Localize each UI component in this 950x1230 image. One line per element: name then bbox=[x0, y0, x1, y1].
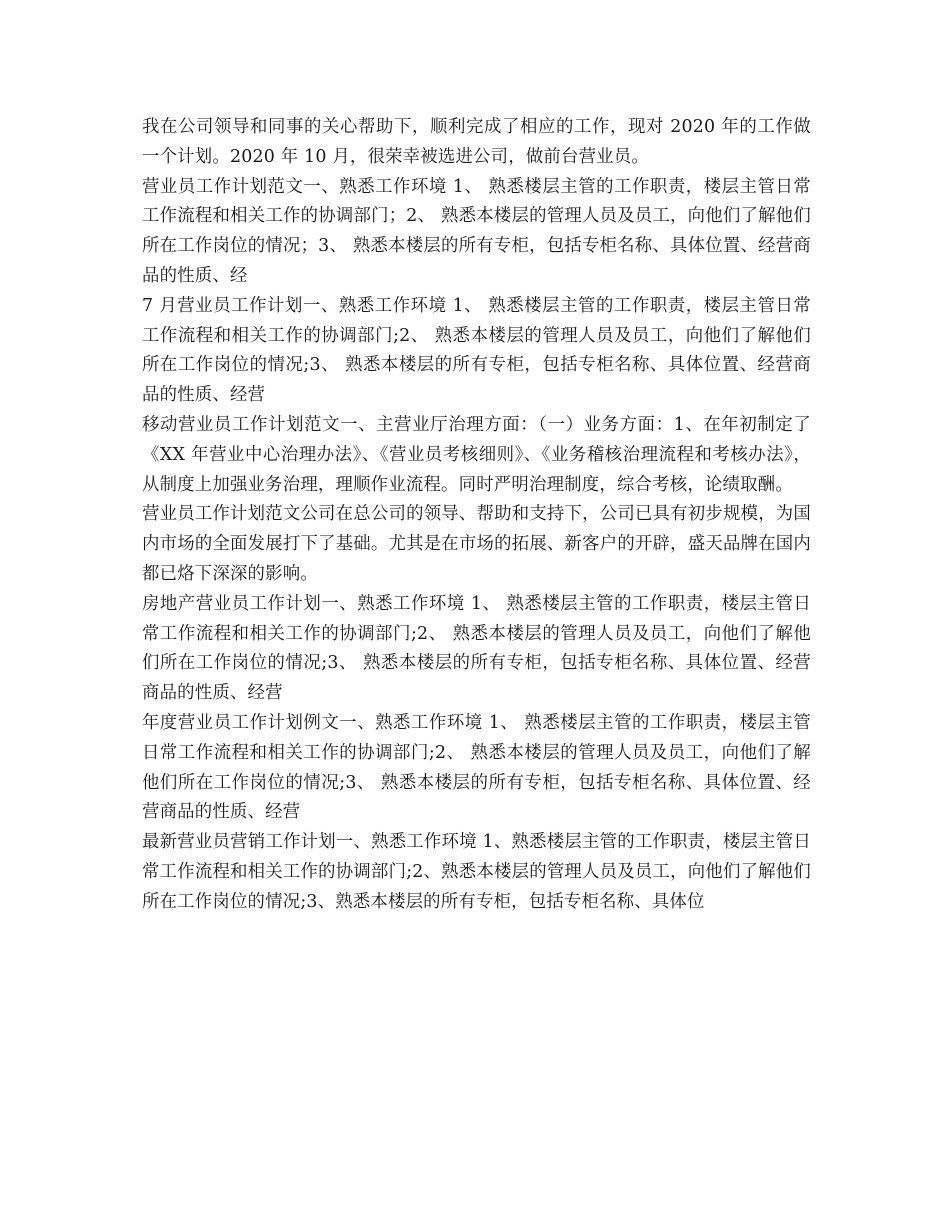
document-body bbox=[142, 113, 811, 918]
paragraph-company-plan: 营业员工作计划范文公司在总公司的领导、帮助和支持下，公司已具有初步规模，为国内市场的全面发展打下了基础。尤其是在市场的拓展、新客户的开辟，盛天品牌在国内都已烙下深深的影响。 bbox=[142, 504, 811, 584]
paragraph-intro: 我在公司领导和同事的关心帮助下，顺利完成了相应的工作，现对 2020 年的工作做一个计划。2020 年 10 月，很荣幸被选进公司，做前台营业员。 bbox=[142, 117, 811, 167]
paragraph-mobile-plan: 移动营业员工作计划范文一、主营业厅治理方面：（一）业务方面：1、在年初制定了《XX 年营业中心治理办法》、《营业员考核细则》、《业务稽核治理流程和考核办法》，从制度上加强业务治理，理顺作业流程。同时严明治理制度，综合考核，论绩取酬。 bbox=[142, 414, 811, 495]
paragraph-latest-plan: 最新营业员营销工作计划一、熟悉工作环境 1、熟悉楼层主管的工作职责，楼层主管日常工作流程和相关工作的协调部门;2、熟悉本楼层的管理人员及员工，向他们了解他们所在工作岗位的情况;3、熟悉本楼层的所有专柜，包括专柜名称、具体位 bbox=[142, 832, 811, 912]
paragraph-real-estate-plan: 房地产营业员工作计划一、熟悉工作环境 1、 熟悉楼层主管的工作职责，楼层主管日常工作流程和相关工作的协调部门;2、 熟悉本楼层的管理人员及员工，向他们了解他们所在工作岗位的情况;3、 熟悉本楼层的所有专柜，包括专柜名称、具体位置、经营商品的性质、经营 bbox=[142, 593, 811, 704]
paragraph-annual-plan: 年度营业员工作计划例文一、熟悉工作环境 1、 熟悉楼层主管的工作职责，楼层主管日常工作流程和相关工作的协调部门;2、 熟悉本楼层的管理人员及员工，向他们了解他们所在工作岗位的情况;3、 熟悉本楼层的所有专柜，包括专柜名称、具体位置、经营商品的性质、经营 bbox=[142, 712, 811, 823]
paragraph-plan-sample-1: 营业员工作计划范文一、熟悉工作环境 1、 熟悉楼层主管的工作职责，楼层主管日常工作流程和相关工作的协调部门；2、 熟悉本楼层的管理人员及员工，向他们了解他们所在工作岗位的情况；3、 熟悉本楼层的所有专柜，包括专柜名称、具体位置、经营商品的性质、经 bbox=[142, 176, 811, 286]
paragraph-july-plan: 7 月营业员工作计划一、熟悉工作环境 1、 熟悉楼层主管的工作职责，楼层主管日常工作流程和相关工作的协调部门;2、 熟悉本楼层的管理人员及员工，向他们了解他们所在工作岗位的情况;3、 熟悉本楼层的所有专柜，包括专柜名称、具体位置、经营商品的性质、经营 bbox=[142, 295, 811, 406]
